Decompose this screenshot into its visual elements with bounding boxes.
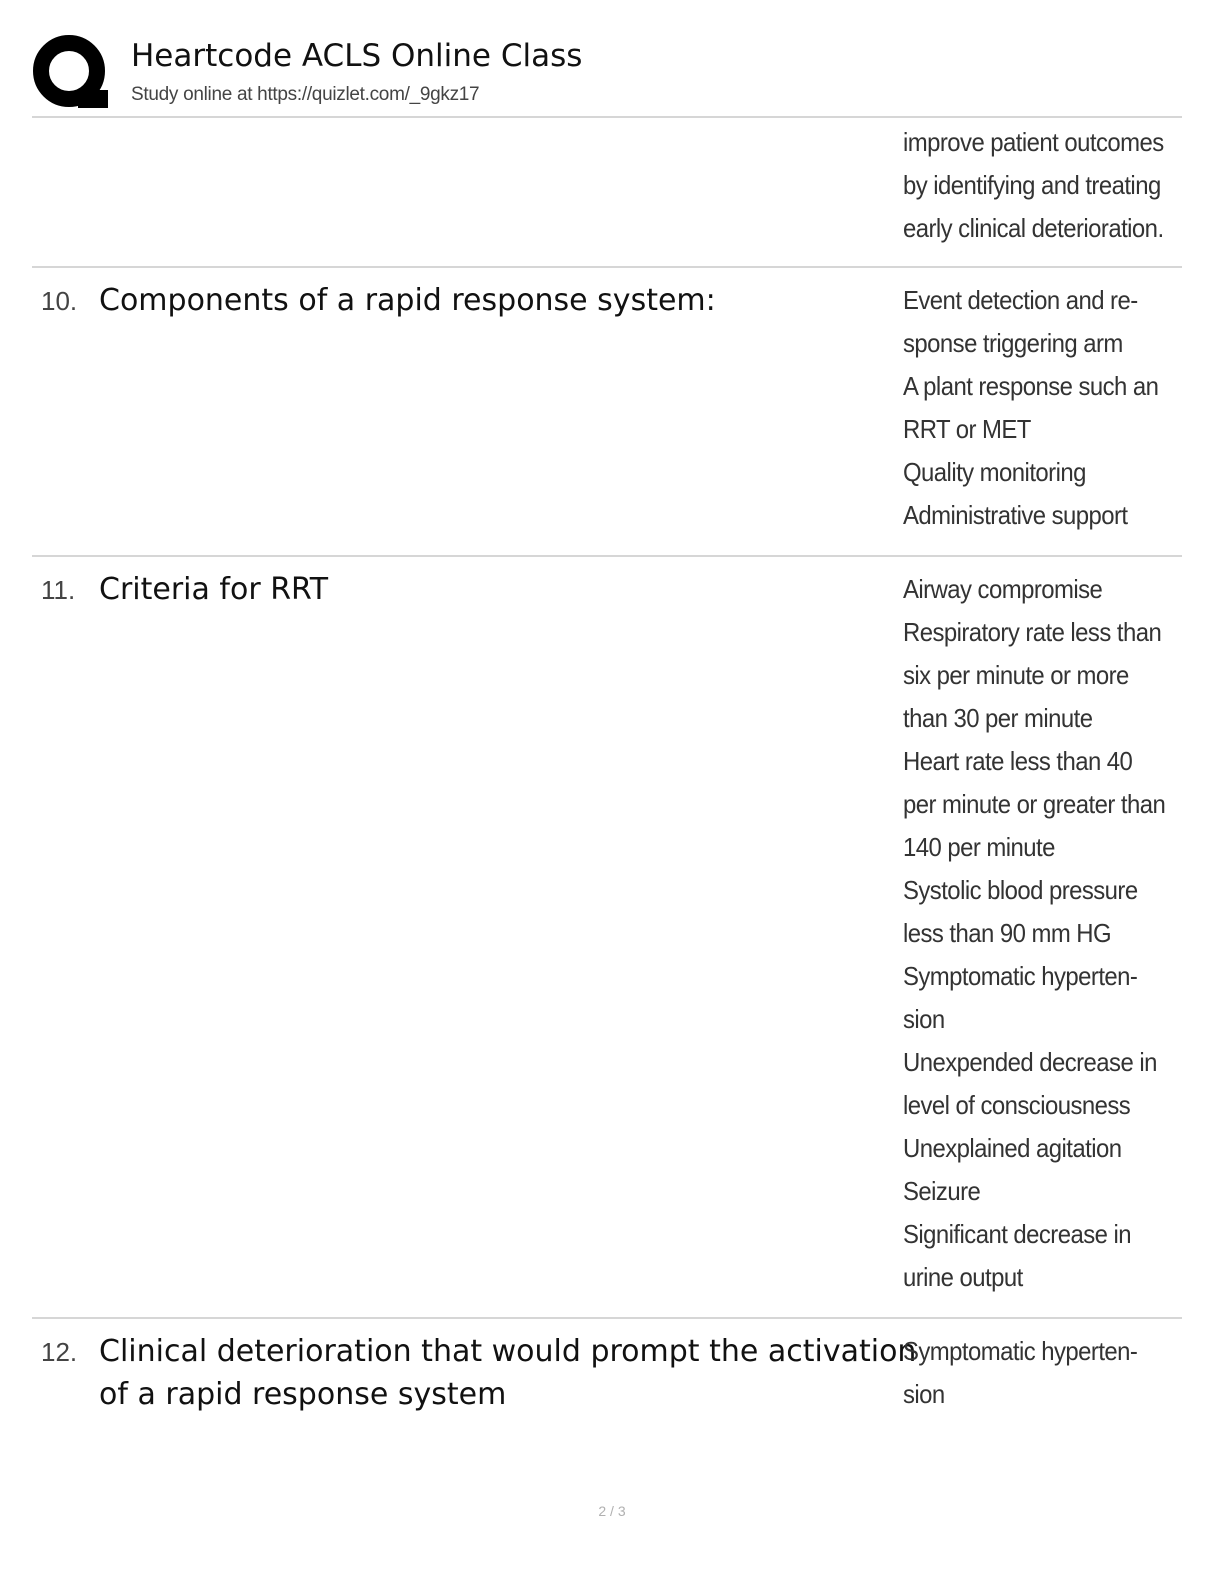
answer-line: six per minute or more — [903, 660, 1129, 690]
card-divider — [32, 1317, 1182, 1319]
answer-line: urine output — [903, 1262, 1023, 1292]
question-line: of a rapid response system — [99, 1377, 507, 1412]
card-number: 12. — [41, 1337, 78, 1367]
answer-line: Administrative support — [903, 500, 1128, 530]
answer-line: Unexpended decrease in — [903, 1047, 1157, 1077]
card-divider — [32, 555, 1182, 557]
card-number: 11. — [41, 575, 76, 605]
answer-line: Event detection and re- — [903, 285, 1138, 315]
answer-line: RRT or MET — [903, 414, 1031, 444]
answer-line: per minute or greater than — [903, 789, 1166, 819]
answer-line: sion — [903, 1379, 945, 1409]
answer-line: Seizure — [903, 1176, 981, 1206]
question-line: Clinical deterioration that would prompt the activation — [99, 1334, 917, 1369]
answer-line: by identifying and treating — [903, 170, 1161, 200]
answer-line: Respiratory rate less than — [903, 617, 1162, 647]
card-number: 10. — [41, 286, 78, 316]
answer-line: 140 per minute — [903, 832, 1055, 862]
answer-line: Heart rate less than 40 — [903, 746, 1133, 776]
page-number: 2 / 3 — [598, 1503, 626, 1519]
answer-line: Significant decrease in — [903, 1219, 1131, 1249]
answer-line: less than 90 mm HG — [903, 918, 1112, 948]
card-question — [99, 1330, 917, 1416]
study-link[interactable]: Study online at https://quizlet.com/_9gkz17 — [131, 84, 480, 105]
answer-line: Symptomatic hyperten- — [903, 1336, 1138, 1366]
card-answer — [903, 568, 1166, 1299]
answer-line: Unexplained agitation — [903, 1133, 1122, 1163]
answer-line: Quality monitoring — [903, 457, 1086, 487]
page-header — [32, 34, 1182, 118]
quizlet-logo-icon — [32, 34, 110, 112]
card-answer — [903, 1330, 1151, 1416]
answer-line: improve patient outcomes — [903, 127, 1164, 157]
answer-line: Airway compromise — [903, 574, 1103, 604]
answer-line: Symptomatic hyperten- — [903, 961, 1138, 991]
answer-line: level of consciousness — [903, 1090, 1131, 1120]
answer-line: sponse triggering arm — [903, 328, 1123, 358]
card-divider — [32, 266, 1182, 268]
header-divider — [32, 116, 1182, 118]
card-question: Components of a rapid response system: — [99, 283, 716, 318]
answer-line: sion — [903, 1004, 945, 1034]
carryover-answer — [903, 121, 1164, 250]
answer-line: Systolic blood pressure — [903, 875, 1138, 905]
answer-line: A plant response such an — [903, 371, 1159, 401]
card-answer — [903, 279, 1159, 537]
set-title[interactable]: Heartcode ACLS Online Class — [131, 38, 583, 74]
card-question: Criteria for RRT — [99, 572, 329, 607]
answer-line: than 30 per minute — [903, 703, 1093, 733]
answer-line: early clinical deterioration. — [903, 213, 1164, 243]
